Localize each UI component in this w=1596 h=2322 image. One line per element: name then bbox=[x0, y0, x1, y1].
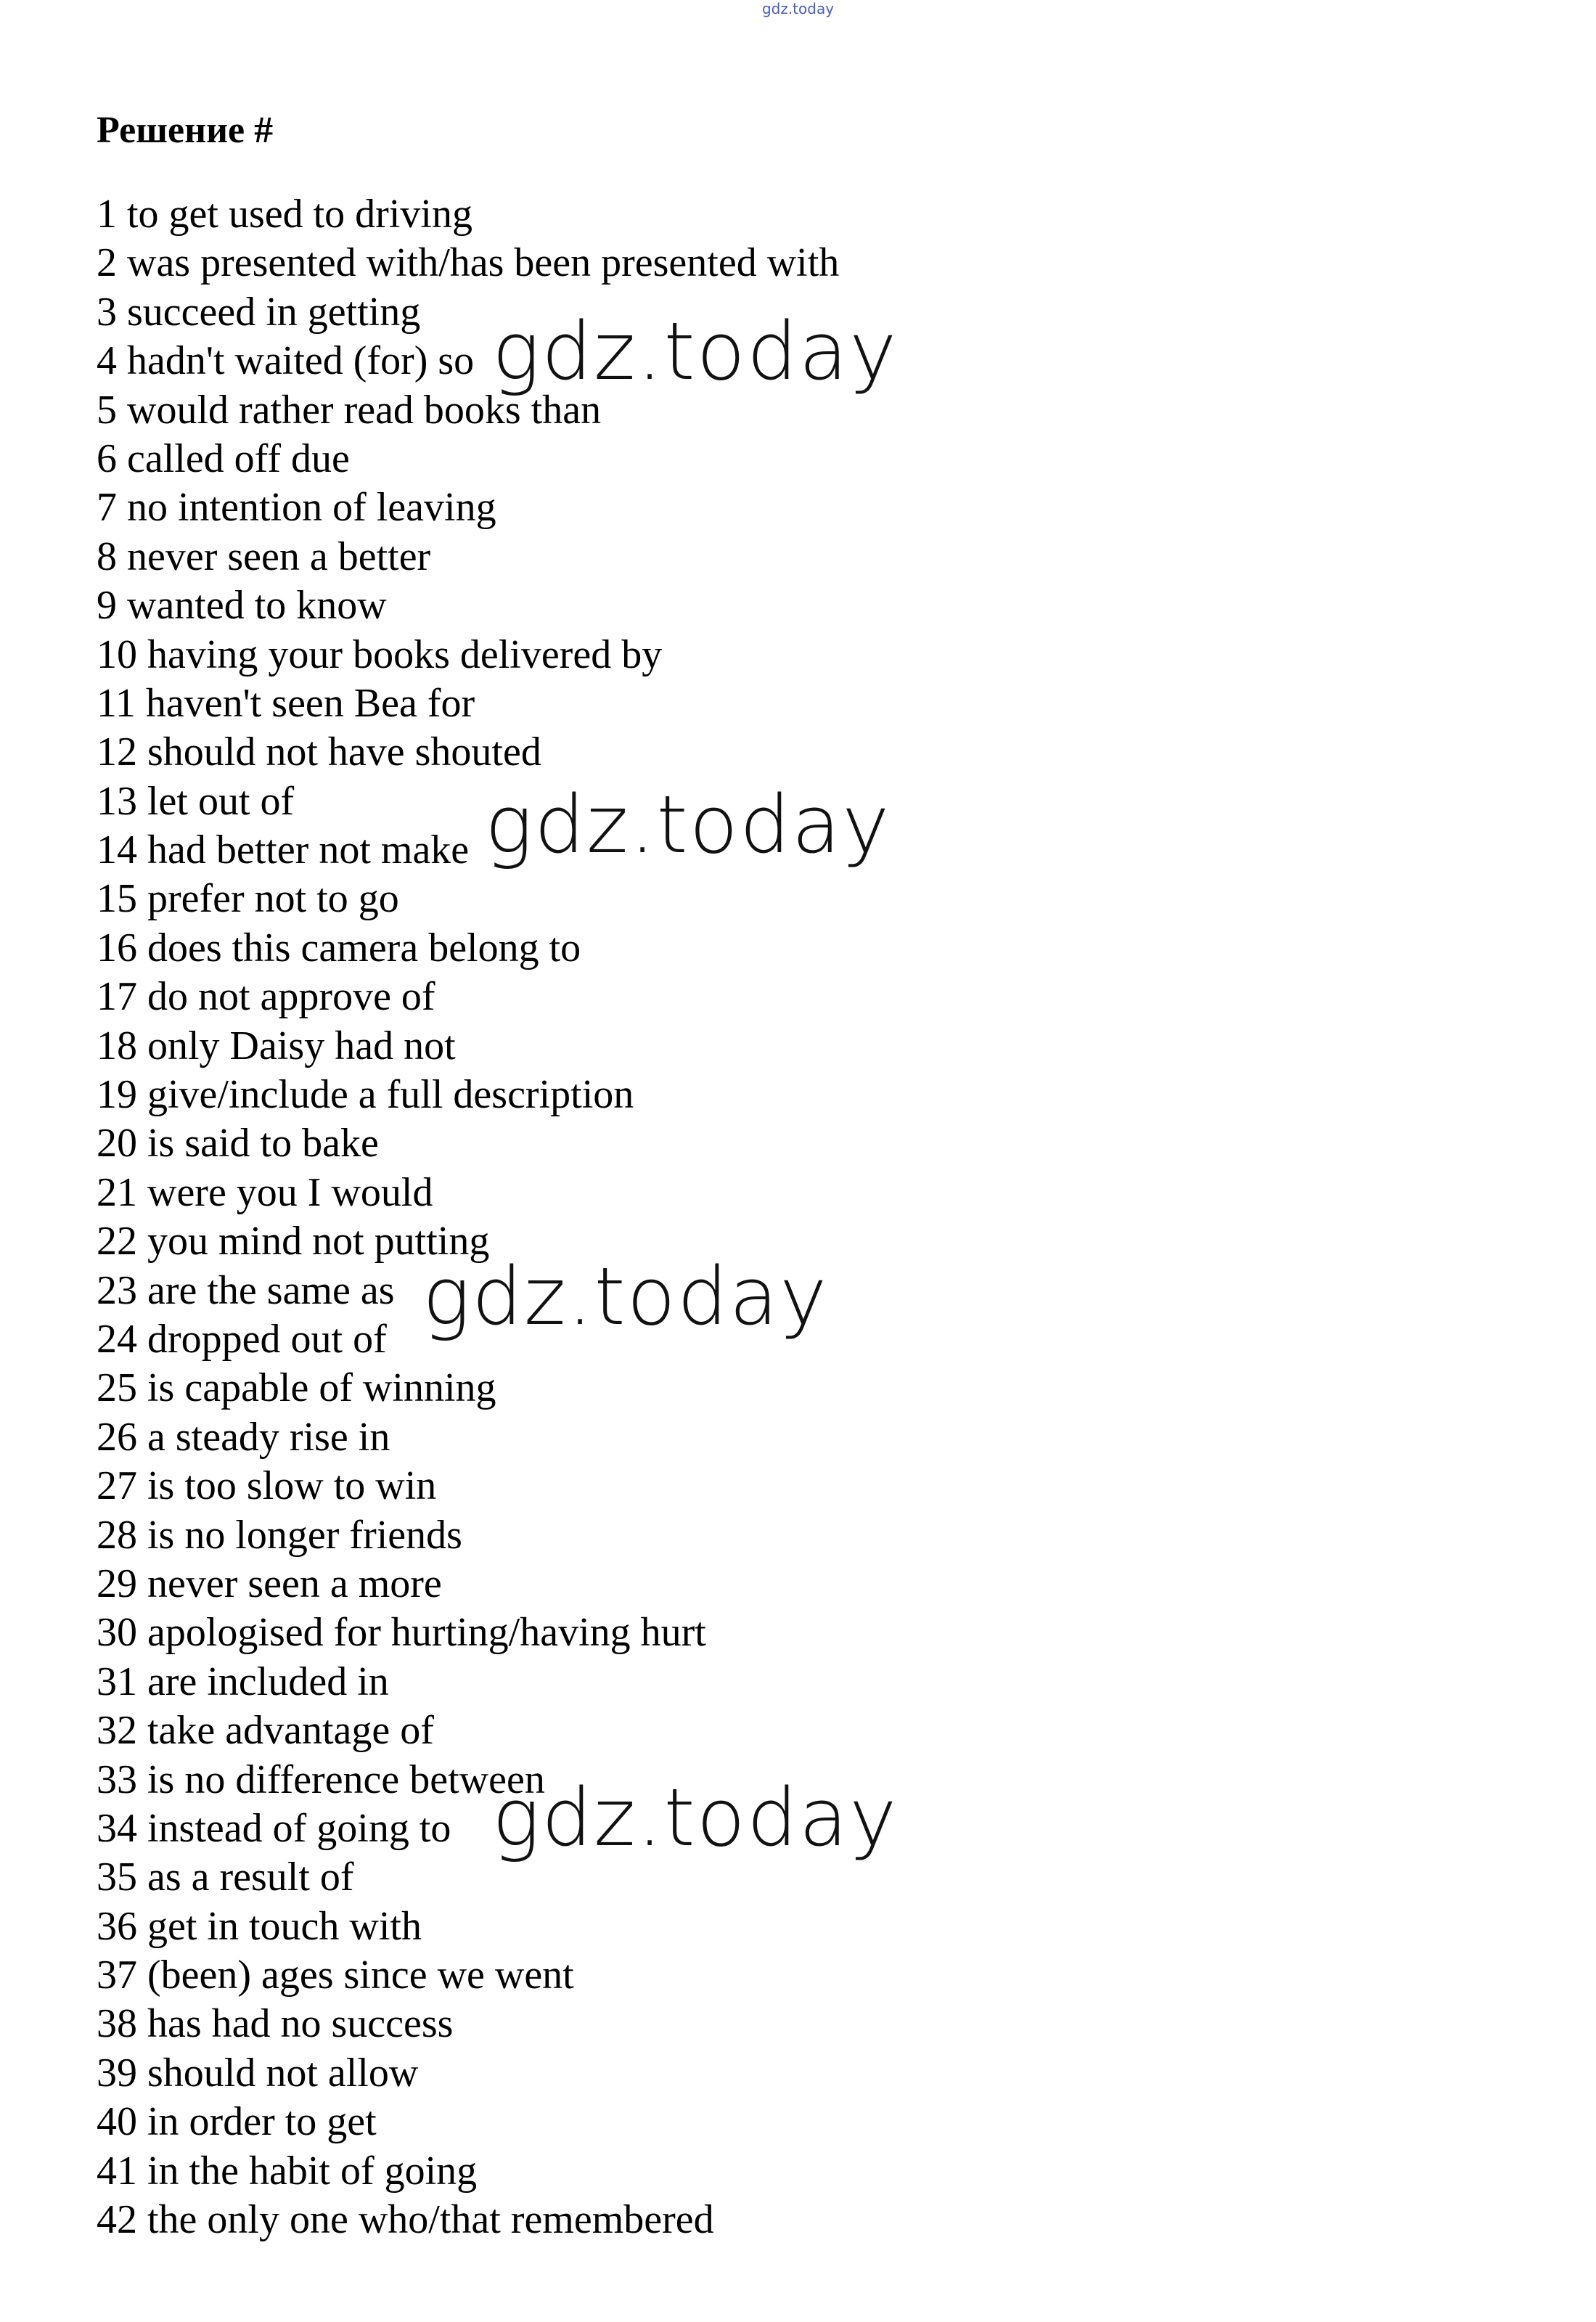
answer-item: 32 take advantage of bbox=[97, 1708, 434, 1754]
top-watermark: gdz.today bbox=[761, 0, 835, 17]
answer-item: 3 succeed in getting bbox=[97, 289, 421, 335]
answer-item: 41 in the habit of going bbox=[97, 2148, 478, 2194]
answer-item: 7 no intention of leaving bbox=[97, 485, 496, 531]
answer-item: 8 never seen a better bbox=[97, 534, 431, 579]
answer-item: 17 do not approve of bbox=[97, 974, 435, 1020]
answer-item: 10 having your books delivered by bbox=[97, 631, 663, 677]
answer-item: 13 let out of bbox=[97, 778, 295, 824]
answer-item: 35 as a result of bbox=[97, 1855, 354, 1900]
answer-item: 14 had better not make bbox=[97, 827, 470, 873]
answer-item: 37 (been) ages since we went bbox=[97, 1953, 574, 1998]
answer-item: 15 prefer not to go bbox=[97, 876, 399, 922]
answer-item: 29 never seen a more bbox=[97, 1561, 442, 1606]
answer-item: 38 has had no success bbox=[97, 2001, 454, 2047]
answer-item: 22 you mind not putting bbox=[97, 1219, 490, 1264]
watermark-text: gdz.today bbox=[422, 1250, 829, 1343]
answer-item: 2 was presented with/has been presented with bbox=[97, 240, 840, 286]
answer-item: 25 is capable of winning bbox=[97, 1365, 496, 1411]
answer-item: 9 wanted to know bbox=[97, 583, 387, 629]
answer-item: 12 should not have shouted bbox=[97, 729, 541, 775]
watermark-text: gdz.today bbox=[492, 305, 899, 398]
answer-item: 16 does this camera belong to bbox=[97, 925, 581, 970]
answer-item: 31 are included in bbox=[97, 1659, 389, 1704]
answer-item: 24 dropped out of bbox=[97, 1316, 387, 1362]
answer-item: 42 the only one who/that remembered bbox=[97, 2197, 714, 2243]
answer-item: 36 get in touch with bbox=[97, 1903, 422, 1949]
watermark-text: gdz.today bbox=[492, 1771, 899, 1864]
answer-item: 23 are the same as bbox=[97, 1267, 395, 1313]
answer-item: 27 is too slow to win bbox=[97, 1463, 437, 1509]
answer-item: 1 to get used to driving bbox=[97, 192, 472, 237]
answer-item: 20 is said to bake bbox=[97, 1121, 379, 1166]
answer-item: 28 is no longer friends bbox=[97, 1512, 462, 1558]
answer-item: 5 would rather read books than bbox=[97, 387, 602, 433]
answer-item: 19 give/include a full description bbox=[97, 1072, 634, 1118]
answer-item: 18 only Daisy had not bbox=[97, 1023, 456, 1068]
page-heading: Решение # bbox=[97, 110, 274, 151]
answer-item: 30 apologised for hurting/having hurt bbox=[97, 1610, 706, 1656]
answer-item: 33 is no difference between bbox=[97, 1757, 545, 1802]
answer-item: 6 called off due bbox=[97, 436, 350, 481]
answer-item: 40 in order to get bbox=[97, 2099, 377, 2145]
answer-item: 4 hadn't waited (for) so bbox=[97, 338, 475, 384]
answer-item: 21 were you I would bbox=[97, 1169, 433, 1215]
answer-item: 39 should not allow bbox=[97, 2050, 419, 2096]
answer-item: 11 haven't seen Bea for bbox=[97, 680, 475, 726]
answer-list bbox=[97, 190, 839, 2244]
answer-item: 34 instead of going to bbox=[97, 1805, 451, 1851]
answer-item: 26 a steady rise in bbox=[97, 1414, 390, 1460]
watermark-text: gdz.today bbox=[485, 778, 891, 871]
